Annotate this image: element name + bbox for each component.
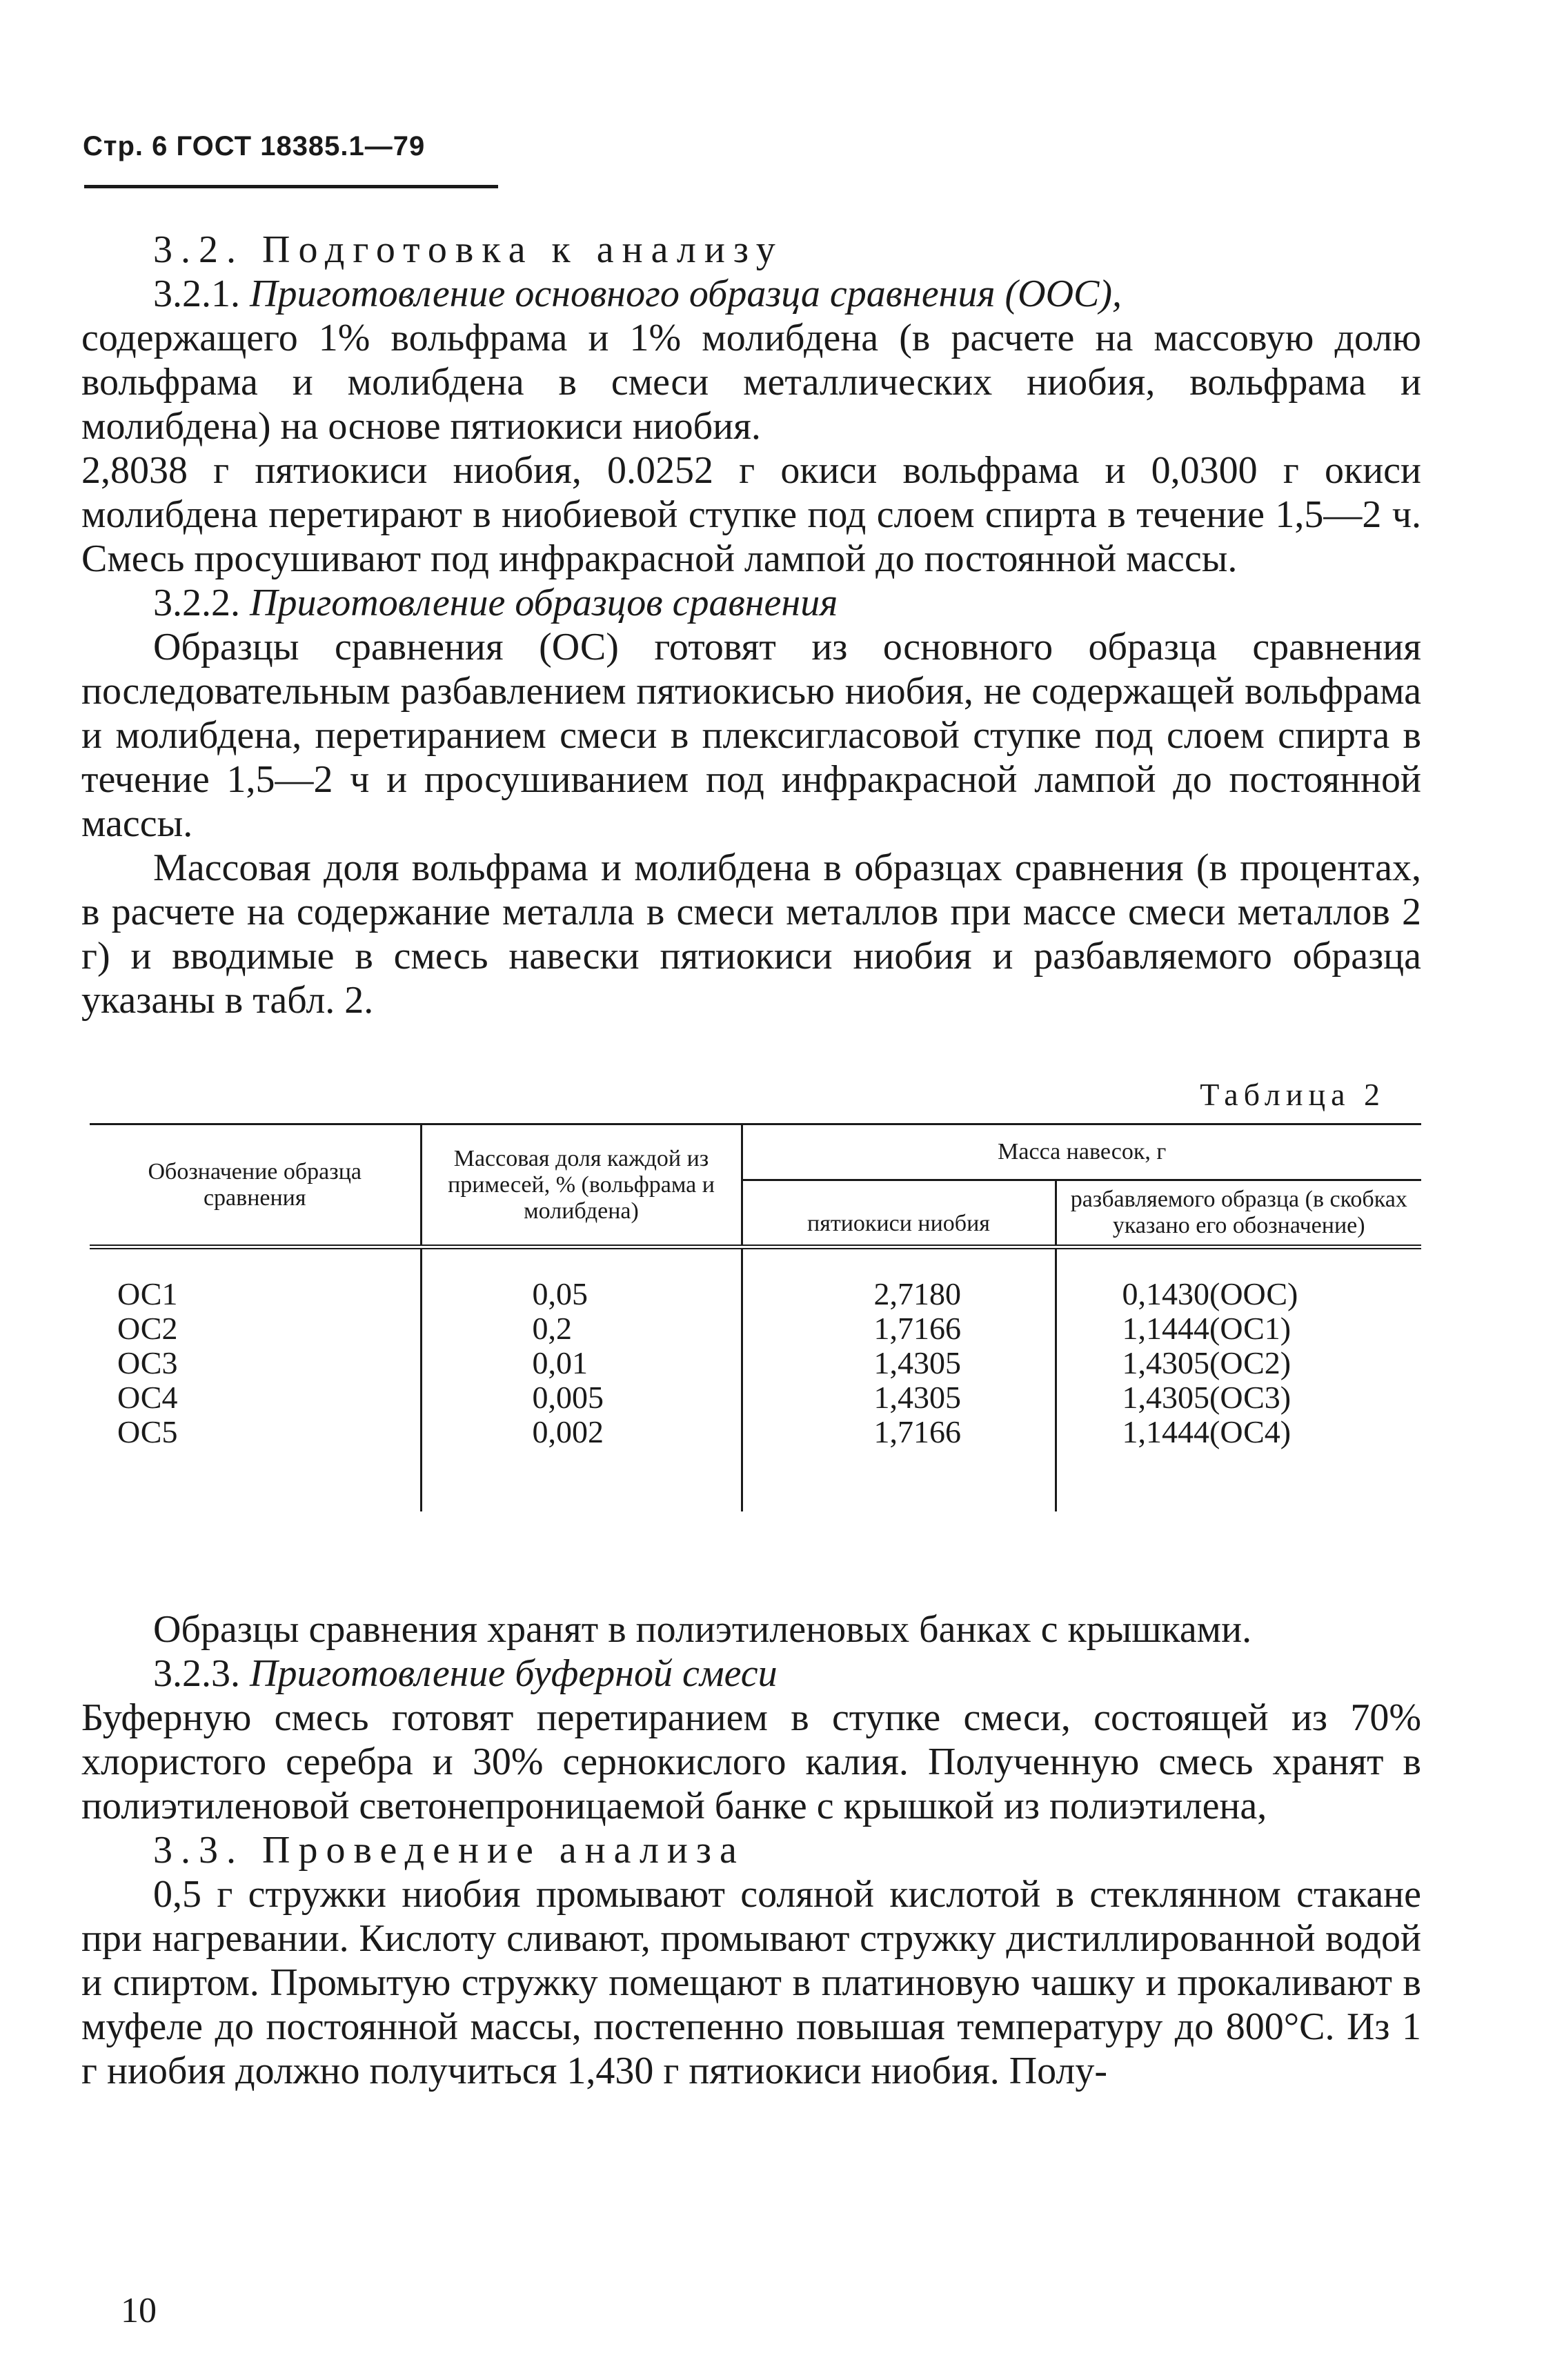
cell-niobium-pentoxide: 1,4305	[742, 1380, 1056, 1415]
table-row	[90, 1380, 1421, 1415]
table-row	[90, 1247, 1421, 1312]
cell-mass-fraction: 0,005	[421, 1380, 742, 1415]
cell-niobium-pentoxide: 1,4305	[742, 1346, 1056, 1380]
cell-niobium-pentoxide: 2,7180	[742, 1247, 1056, 1312]
section-3-2-2-heading	[153, 581, 1421, 625]
header-niobium-pentoxide: пятиокиси ниобия	[742, 1180, 1056, 1247]
section-3-2-1-number: 3.2.1.	[153, 272, 240, 315]
section-3-2-3-heading	[153, 1652, 1421, 1696]
header-rule	[84, 185, 498, 188]
section-3-2-3-title: Приготовление буферной смеси	[250, 1652, 778, 1695]
section-3-3-body: 0,5 г стружки ниобия промывают соляной кислотой в стеклянном стакане при нагревании. Кислоту сливают, промывают стружку дистиллированной водой и спиртом. Промытую стружку помещают в платиновую чашку и прокаливают в муфеле до постоянной массы, постепенно повышая температуру до 800°С. Из 1 г ниобия должно получиться 1,430 г пятиокиси ниобия. Полу-	[81, 1873, 1421, 2092]
section-3-2-2-para1: Образцы сравнения (ОС) готовят из основного образца сравнения последовательным разбавлением пятиокисью ниобия, не содержащей вольфрама и молибдена, перетиранием смеси в плексигласовой ступке под слоем спирта в течение 1,5—2 ч и просушиванием под инфракрасной лампой до постоянной массы.	[81, 626, 1421, 845]
cell-niobium-pentoxide: 1,7166	[742, 1415, 1056, 1511]
section-3-2-3-body: Буферную смесь готовят перетиранием в ступке смеси, состоящей из 70% хлористого серебра и 30% сернокислого калия. Полученную смесь хранят в полиэтиленовой светонепроницаемой банке с крышкой из полиэтилена,	[81, 1696, 1421, 1827]
header-diluted-sample: разбавляемого образца (в скобках указано его обозначение)	[1056, 1180, 1421, 1247]
cell-designation: ОС4	[117, 1380, 178, 1415]
cell-niobium-pentoxide: 1,7166	[742, 1311, 1056, 1346]
cell-diluted-sample: 1,1444(ОС4)	[1056, 1415, 1421, 1511]
cell-designation: ОС5	[117, 1414, 178, 1449]
table-row	[90, 1346, 1421, 1380]
section-3-2-1-body: содержащего 1% вольфрама и 1% молибдена (в расчете на массовую долю вольфрама и молибдена в смеси металлических ниобия, вольфрама и молибдена) на основе пятиокиси ниобия.	[81, 317, 1421, 448]
page-header: Стр. 6 ГОСТ 18385.1—79	[83, 131, 426, 161]
cell-diluted-sample: 1,4305(ОС3)	[1056, 1380, 1421, 1415]
section-3-2-1-para2: 2,8038 г пятиокиси ниобия, 0.0252 г окиси вольфрама и 0,0300 г окиси молибдена перетирают в ниобиевой ступке под слоем спирта в течение 1,5—2 ч. Смесь просушивают под инфракрасной лампой до постоянной массы.	[81, 449, 1421, 580]
cell-designation: ОС2	[117, 1311, 178, 1346]
table-row	[90, 1311, 1421, 1346]
section-3-2-1-heading	[153, 272, 1421, 316]
cell-mass-fraction: 0,2	[421, 1311, 742, 1346]
header-mass-group: Масса навесок, г	[742, 1124, 1421, 1180]
cell-diluted-sample: 1,1444(ОС1)	[1056, 1311, 1421, 1346]
cell-designation: ОС3	[117, 1345, 178, 1380]
section-3-2-3-number: 3.2.3.	[153, 1652, 240, 1695]
cell-diluted-sample: 0,1430(ООС)	[1056, 1247, 1421, 1312]
cell-mass-fraction: 0,002	[421, 1415, 742, 1511]
section-3-2-title: 3.2. Подготовка к анализу	[153, 228, 784, 271]
cell-diluted-sample: 1,4305(ОС2)	[1056, 1346, 1421, 1380]
storage-paragraph: Образцы сравнения хранят в полиэтиленовых банках с крышками.	[153, 1608, 1252, 1651]
body-text-bottom	[81, 1607, 1421, 2093]
table-row	[90, 1415, 1421, 1511]
cell-designation: ОС1	[117, 1276, 178, 1311]
table-2	[90, 1123, 1421, 1511]
section-3-2-2-para2: Массовая доля вольфрама и молибдена в образцах сравнения (в процентах, в расчете на содержание металла в смеси металлов при массе смеси металлов 2 г) и вводимые в смесь навески пятиокиси ниобия и разбавляемого образца указаны в табл. 2.	[81, 846, 1421, 1022]
table-caption: Таблица 2	[1200, 1077, 1385, 1112]
cell-mass-fraction: 0,01	[421, 1346, 742, 1380]
header-designation: Обозначение образца сравнения	[90, 1124, 421, 1247]
section-3-2-2-number: 3.2.2.	[153, 582, 240, 624]
page-number: 10	[121, 2291, 157, 2330]
cell-mass-fraction: 0,05	[421, 1247, 742, 1312]
header-mass-fraction: Массовая доля каждой из примесей, % (вольфрама и молибдена)	[421, 1124, 742, 1247]
section-3-2-2-title: Приготовление образцов сравнения	[250, 582, 838, 624]
section-3-2-1-title: Приготовление основного образца сравнения (ООС),	[250, 272, 1122, 315]
section-3-3-title: 3.3. Проведение анализа	[153, 1829, 745, 1872]
body-text-top	[81, 228, 1421, 1022]
